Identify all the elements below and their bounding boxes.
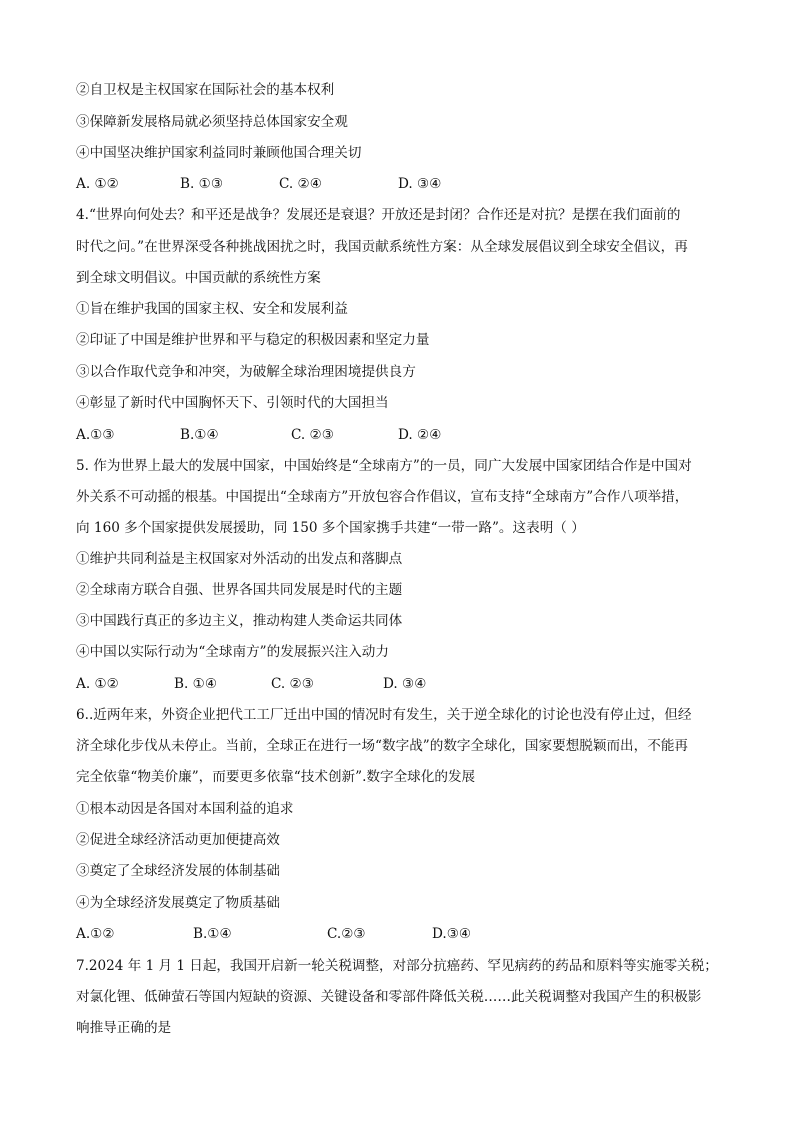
- q7-stem-line-3: 响推导正确的是: [76, 1020, 172, 1036]
- q6-option-d: D.③④: [432, 926, 472, 942]
- q6-stem-line-3: 完全依靠“物美价廉”，而要更多依靠“技术创新”.数字全球化的发展: [76, 769, 476, 785]
- q6-stem-line-1: 6..近两年来，外资企业把代工工厂迁出中国的情况时有发生，关于逆全球化的讨论也没有停止过，但经: [76, 707, 692, 723]
- q5-item-2: ②全球南方联合自强、世界各国共同发展是时代的主题: [76, 582, 403, 598]
- q5-option-a: A. ①②: [76, 676, 119, 692]
- q3-option-a: A. ①②: [76, 176, 119, 192]
- q3-option-d: D. ③④: [398, 176, 442, 192]
- q5-item-4: ④中国以实际行动为“全球南方”的发展振兴注入动力: [76, 644, 389, 660]
- q7-stem-line-2: 对氯化锂、低砷萤石等国内短缺的资源、关键设备和零部件降低关税……此关税调整对我国产生的积极影: [76, 989, 702, 1005]
- q6-stem-line-2: 济全球化步伐从未停止。当前，全球正在进行一场“数字战”的数字全球化，国家要想脱颖而出，不能再: [76, 738, 689, 754]
- q4-item-4: ④彰显了新时代中国胸怀天下、引领时代的大国担当: [76, 395, 389, 411]
- q5-item-3: ③中国践行真正的多边主义，推动构建人类命运共同体: [76, 613, 403, 629]
- q4-item-2: ②印证了中国是维护世界和平与稳定的积极因素和坚定力量: [76, 332, 430, 348]
- q7-stem-line-1: 7.2024 年 1 月 1 日起，我国开启新一轮关税调整，对部分抗癌药、罕见病药的药品和原料等实施零关税；: [76, 958, 718, 974]
- q4-item-1: ①旨在维护我国的国家主权、安全和发展利益: [76, 301, 348, 317]
- q4-option-b: B.①④: [180, 427, 219, 443]
- q3-item-3: ③保障新发展格局就必须坚持总体国家安全观: [76, 114, 348, 130]
- q5-item-1: ①维护共同利益是主权国家对外活动的出发点和落脚点: [76, 551, 403, 567]
- q6-option-a: A.①②: [76, 926, 115, 942]
- q6-item-2: ②促进全球经济活动更加便捷高效: [76, 832, 280, 848]
- q4-option-d: D. ②④: [398, 427, 442, 443]
- q4-stem-line-1: 4.“世界向何处去？和平还是战争？发展还是衰退？开放还是封闭？合作还是对抗？是摆在我们面前的: [76, 207, 681, 223]
- q5-stem-line-2: 外关系不可动摇的根基。中国提出“全球南方”开放包容合作倡议，宣布支持“全球南方”合作八项举措，: [76, 489, 689, 505]
- q5-stem-line-1: 5. 作为世界上最大的发展中国家，中国始终是“全球南方”的一员，同广大发展中国家团结合作是中国对: [76, 458, 692, 474]
- q6-option-b: B.①④: [193, 926, 232, 942]
- q6-item-4: ④为全球经济发展奠定了物质基础: [76, 895, 280, 911]
- q5-option-c: C. ②③: [271, 676, 314, 692]
- q4-item-3: ③以合作取代竞争和冲突，为破解全球治理困境提供良方: [76, 364, 416, 380]
- q4-stem-line-3: 到全球文明倡议。中国贡献的系统性方案: [76, 270, 321, 286]
- q5-option-b: B. ①④: [174, 676, 218, 692]
- q5-option-d: D. ③④: [383, 676, 427, 692]
- q4-option-c: C. ②③: [291, 427, 334, 443]
- q4-stem-line-2: 时代之问。”在世界深受各种挑战困扰之时，我国贡献系统性方案：从全球发展倡议到全球安全倡议，再: [76, 239, 688, 255]
- q3-option-c: C. ②④: [279, 176, 322, 192]
- q6-option-c: C.②③: [327, 926, 366, 942]
- q3-item-4: ④中国坚决维护国家利益同时兼顾他国合理关切: [76, 145, 362, 161]
- q3-item-2: ②自卫权是主权国家在国际社会的基本权利: [76, 82, 335, 98]
- q4-option-a: A.①③: [76, 427, 115, 443]
- q6-item-3: ③奠定了全球经济发展的体制基础: [76, 863, 280, 879]
- q6-item-1: ①根本动因是各国对本国利益的追求: [76, 801, 294, 817]
- q3-option-b: B. ①③: [180, 176, 224, 192]
- q5-stem-line-3: 向 160 多个国家提供发展援助，同 150 多个国家携手共建“一带一路”。这表明（ ）: [76, 520, 585, 536]
